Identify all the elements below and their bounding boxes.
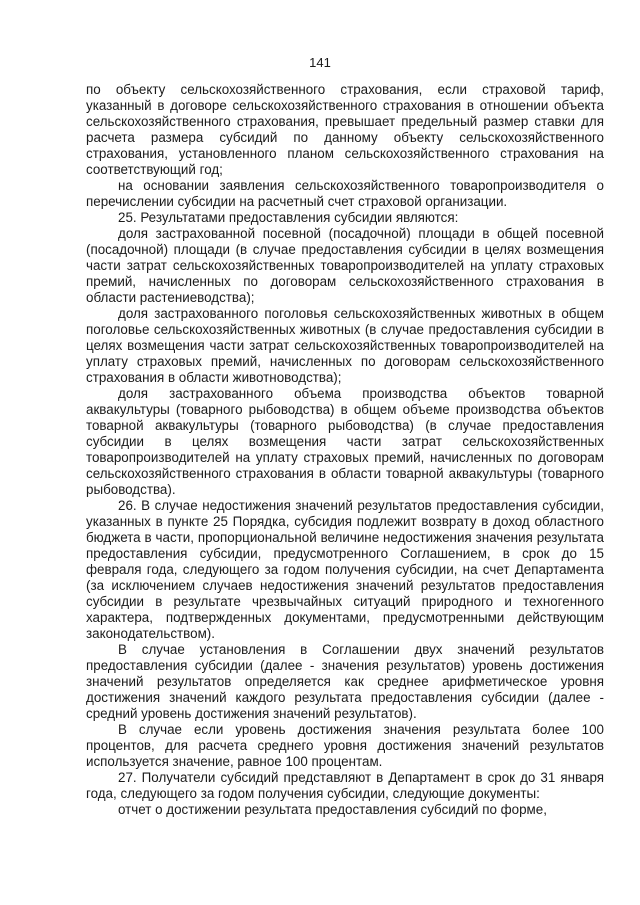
paragraph-2: на основании заявления сельскохозяйственного товаропроизводителя о перечислении субсидии на расчетный счет страховой организации. (86, 178, 604, 209)
paragraph-9: В случае если уровень достижения значения результата более 100 процентов, для расчета среднего уровня достижения значений результатов используется значение, равное 100 процентам. (86, 722, 604, 769)
paragraph-1: по объекту сельскохозяйственного страхования, если страховой тариф, указанный в договоре сельскохозяйственного страхования в отношении объекта сельскохозяйственного страхования, превышает предельный размер ставки для расчета размера субсидий по данному объекту сельскохозяйственного страхования, установленного планом сельскохозяйственного страхования на соответствующий год; (86, 82, 604, 177)
document-body (86, 82, 604, 818)
paragraph-6: доля застрахованного объема производства объектов товарной аквакультуры (товарного рыбоводства) в общем объеме производства объектов товарной аквакультуры (товарного рыбоводства) (в случае предоставления субсидии в целях возмещения части затрат сельскохозяйственных товаропроизводителей на уплату страховых премий, начисленных по договорам сельскохозяйственного страхования в области товарной аквакультуры (товарного рыбоводства). (86, 386, 604, 497)
paragraph-5: доля застрахованного поголовья сельскохозяйственных животных в общем поголовье сельскохозяйственных животных (в случае предоставления субсидии в целях возмещения части затрат сельскохозяйственных товаропроизводителей на уплату страховых премий, начисленных по договорам сельскохозяйственного страхования в области животноводства); (86, 306, 604, 385)
paragraph-3: 25. Результатами предоставления субсидии являются: (118, 210, 459, 225)
paragraph-7: 26. В случае недостижения значений результатов предоставления субсидии, указанных в пункте 25 Порядка, субсидия подлежит возврату в доход областного бюджета в части, пропорциональной величине недостижения значения результата предоставления субсидии, предусмотренного Соглашением, в срок до 15 февраля года, следующего за годом получения субсидии, на счет Департамента (за исключением случаев недостижения значений результатов предоставления субсидии в результате чрезвычайных ситуаций природного и техногенного характера, подтвержденных документами, предусмотренными действующим законодательством). (86, 498, 604, 641)
page-number: 141 (309, 55, 331, 70)
paragraph-10: 27. Получатели субсидий представляют в Департамент в срок до 31 января года, следующего за годом получения субсидии, следующие документы: (86, 770, 604, 801)
paragraph-8: В случае установления в Соглашении двух значений результатов предоставления субсидии (далее - значения результатов) уровень достижения значений результатов определяется как среднее арифметическое уровня достижения значений каждого результата предоставления субсидии (далее - средний уровень достижения значений результатов). (86, 642, 604, 721)
paragraph-4: доля застрахованной посевной (посадочной) площади в общей посевной (посадочной) площади (в случае предоставления субсидии в целях возмещения части затрат сельскохозяйственных товаропроизводителей на уплату страховых премий, начисленных по договорам сельскохозяйственного страхования в области растениеводства); (86, 226, 604, 305)
paragraph-11: отчет о достижении результата предоставления субсидий по форме, (118, 802, 547, 817)
